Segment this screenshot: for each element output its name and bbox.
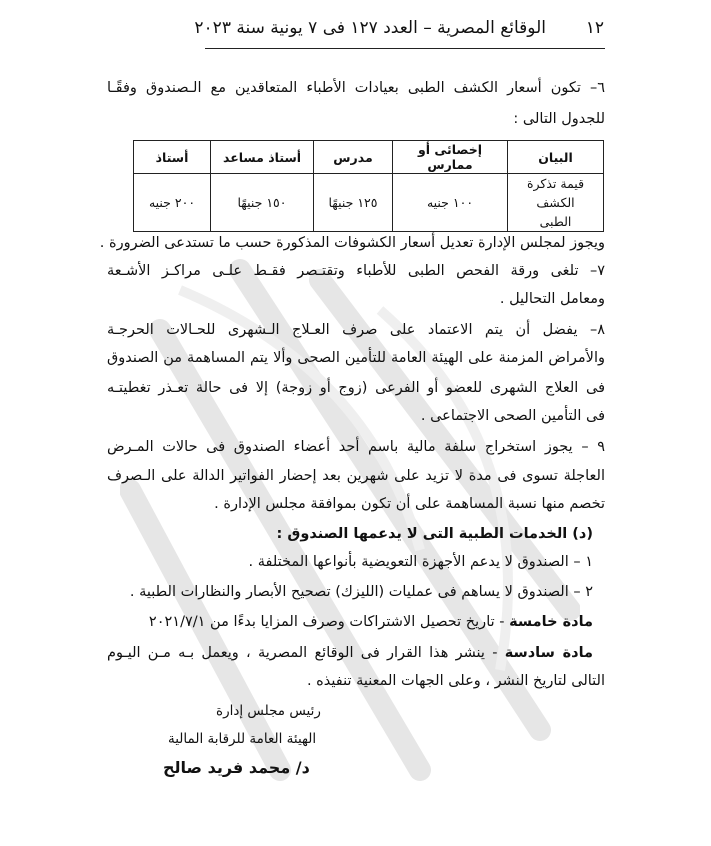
body-line: تخصم منها نسبة المساهمة على أن تكون بموافقة مجلس الإدارة . xyxy=(214,496,605,512)
page-number: ١٢ xyxy=(585,18,604,38)
article6 xyxy=(107,643,593,663)
body-line: ومعامل التحاليل . xyxy=(499,291,605,307)
fees-table xyxy=(133,140,604,232)
table-header-cell: البيان xyxy=(508,141,604,174)
section-d-item1: ١ – الصندوق لا يدعم الأجهزة التعويضية بأنواعها المختلفة . xyxy=(248,554,593,570)
table-header-cell: إخصائى أو ممارس xyxy=(393,141,508,174)
table-header-cell: أستاذ xyxy=(134,141,211,174)
section-d-heading: (د) الخدمات الطبية التى لا يدعمها الصندوق : xyxy=(276,526,593,542)
para6-line2: للجدول التالى : xyxy=(513,111,605,127)
article6-label: مادة سادسة xyxy=(504,645,593,661)
table-header-cell: مدرس xyxy=(314,141,393,174)
table-cell: ١٠٠ جنيه xyxy=(393,174,508,232)
table-header-row xyxy=(134,141,604,174)
body-line: ويجوز لمجلس الإدارة تعديل أسعار الكشوفات المذكورة حسب ما تستدعى الضرورة . xyxy=(99,235,605,251)
para6-line1: ٦– تكون أسعار الكشف الطبى بعيادات الأطباء المتعاقدين مع الـصندوق وفقًـا xyxy=(107,80,605,96)
article5-text: - تاريخ تحصيل الاشتراكات وصرف المزايا بدءًا من ٢٠٢١/٧/١ xyxy=(148,614,510,630)
body-line: العاجلة تسوى فى مدة لا تزيد على شهرين بعد إحضار الفواتير الدالة على الـصرف xyxy=(107,468,605,484)
body-line: ٨– يفضل أن يتم الاعتماد على صرف العـلاج الـشهرى للحـالات الحرجـة xyxy=(107,322,605,338)
body-line: ٧– تلغى ورقة الفحص الطبى للأطباء وتقتـصر فقـط علـى مراكـز الأشـعة xyxy=(107,263,605,279)
body-line: والأمراض المزمنة على الهيئة العامة للتأمين الصحى وألا يتم المساهمة من الصندوق xyxy=(107,350,605,366)
section-d-item2: ٢ – الصندوق لا يساهم فى عمليات (الليزك) تصحيح الأبصار والنظارات الطبية . xyxy=(129,584,593,600)
table-header-cell: أستاذ مساعد xyxy=(211,141,314,174)
article6-text: - ينشر هذا القرار فى الوقائع المصرية ، ويعمل بـه مـن اليـوم xyxy=(107,645,505,661)
table-cell: ١٥٠ جنيهًا xyxy=(211,174,314,232)
page-header xyxy=(194,18,604,42)
signature-authority: الهيئة العامة للرقابة المالية xyxy=(168,731,317,747)
signature-name: د/ محمد فريد صالح xyxy=(163,758,310,777)
header-title: الوقائع المصرية – العدد ١٢٧ فى ٧ يونية سنة ٢٠٢٣ xyxy=(194,18,546,38)
article5-label: مادة خامسة xyxy=(509,614,593,630)
table-cell: ١٢٥ جنيهًا xyxy=(314,174,393,232)
table-row xyxy=(134,174,604,232)
body-line: ٩ – يجوز استخراج سلفة مالية باسم أحد أعضاء الصندوق فى حالات المـرض xyxy=(107,439,605,455)
table-row-label: قيمة تذكرة الكشف الطبى xyxy=(508,174,604,232)
article5 xyxy=(95,612,593,632)
header-rule xyxy=(205,48,605,49)
article6-line2: التالى لتاريخ النشر ، وعلى الجهات المعنية تنفيذه . xyxy=(306,673,605,689)
table-cell: ٢٠٠ جنيه xyxy=(134,174,211,232)
body-line: فى العلاج الشهرى للعضو أو الفرعى (زوج أو زوجة) إلا فى حالة تعـذر تغطيتـه xyxy=(107,380,605,396)
signature-role: رئيس مجلس إدارة xyxy=(216,703,321,719)
body-line: فى التأمين الصحى الاجتماعى . xyxy=(420,408,605,424)
